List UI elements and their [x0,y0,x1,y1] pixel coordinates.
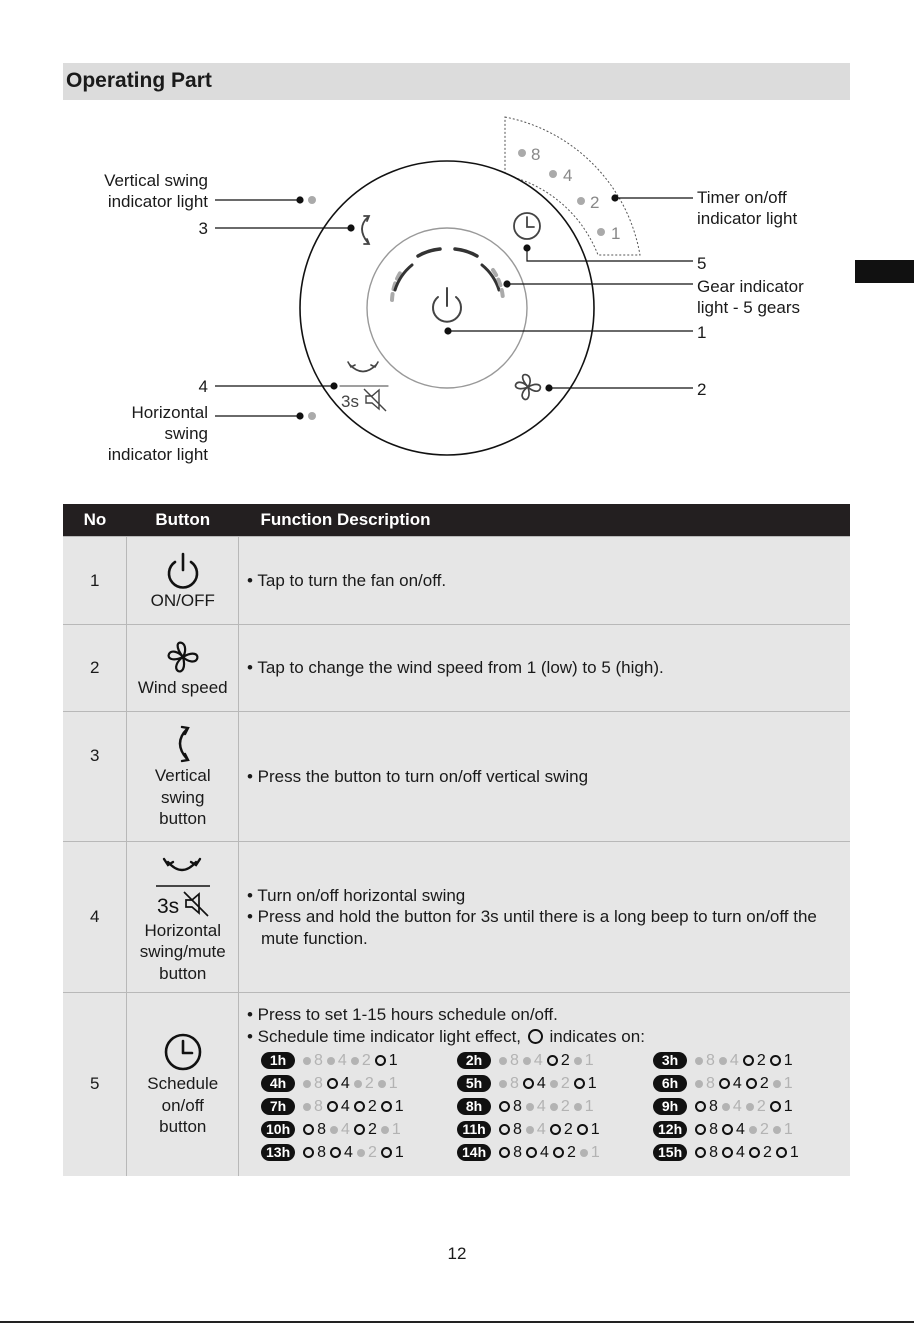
level-indicator-on [722,1119,745,1141]
schedule-item [261,1073,457,1095]
level-indicator-off [722,1096,742,1118]
schedule-item [261,1096,457,1118]
level-value: 8 [709,1121,719,1138]
button-cell [127,537,239,625]
level-indicator-off [523,1050,543,1072]
level-indicator-off [574,1050,594,1072]
header-button: Button [127,504,239,537]
level-indicator-on [330,1142,353,1164]
level-value: 2 [367,1098,377,1115]
schedule-item [457,1050,653,1072]
level-value: 4 [536,1098,546,1115]
ring-on-icon [547,1055,558,1066]
dot-off-icon [303,1080,311,1088]
level-indicator-off [381,1119,401,1141]
dot-off-icon [580,1149,588,1157]
level-value: 4 [540,1144,549,1161]
level-value: 1 [391,1121,401,1138]
hour-badge: 2h [457,1052,491,1069]
vertical-swing-indicator-dot [308,196,316,204]
description-text: indicates on: [549,1026,645,1046]
level-value: 2 [560,1052,570,1069]
level-value: 1 [789,1144,799,1161]
label-num-5: 5 [697,254,707,273]
description-cell [239,993,851,1176]
table-row [63,625,850,712]
hour-badge: 4h [261,1075,295,1092]
level-indicator-on [303,1142,326,1164]
level-indicator-off [330,1119,350,1141]
table-row [63,842,850,993]
dot-off-icon [719,1057,727,1065]
level-value: 8 [317,1121,327,1138]
panel-inner-ring [367,228,527,388]
level-indicator-on [499,1142,522,1164]
level-indicator-on [499,1096,522,1118]
timer-value-2: 2 [590,193,600,212]
hour-badge: 3h [653,1052,687,1069]
description-line: • Press the button to turn on/off vertical swing [247,766,589,786]
level-value: 8 [706,1052,715,1069]
ring-on-icon [695,1147,706,1158]
level-indicator-on [523,1073,546,1095]
level-value: 8 [314,1052,323,1069]
dot-off-icon [550,1080,558,1088]
hour-badge: 5h [457,1075,491,1092]
section-title: Operating Part [66,69,212,92]
level-indicator-off [580,1142,600,1164]
dot-off-icon [526,1103,534,1111]
level-indicator-off [526,1096,546,1118]
level-indicator-off [773,1073,793,1095]
level-value: 2 [367,1121,377,1138]
description-line: • Turn on/off horizontal swing [247,885,466,905]
level-indicator-on [547,1050,570,1072]
timer-value-4: 4 [563,166,573,185]
level-value: 2 [762,1144,772,1161]
level-indicator-on [746,1073,769,1095]
schedule-item [457,1119,653,1141]
timer-value-1: 1 [611,224,621,243]
level-value: 8 [510,1052,519,1069]
level-indicator-off [354,1073,374,1095]
ring-on-icon [577,1124,588,1135]
level-indicator-off [574,1096,594,1118]
dot-off-icon [303,1103,311,1111]
button-label: Horizontal swing/mute button [139,920,226,983]
dot-off-icon [351,1057,359,1065]
description-cell [239,537,851,625]
description-line [247,1026,849,1048]
schedule-item [653,1050,849,1072]
level-value: 8 [709,1098,718,1115]
level-value: 4 [736,1121,745,1138]
level-indicator-off [357,1142,377,1164]
description-line: • Tap to turn the fan on/off. [247,570,447,590]
dot-off-icon [574,1057,582,1065]
level-value: 4 [533,1052,543,1069]
level-indicator-off [499,1050,519,1072]
level-indicator-on [770,1096,793,1118]
ring-on-icon [526,1147,537,1158]
ring-on-icon [722,1124,733,1135]
schedule-item [457,1142,653,1164]
vertical-swing-icon [163,723,203,765]
ring-on-icon [499,1147,510,1158]
dot-off-icon [695,1057,703,1065]
dot-off-icon [695,1080,703,1088]
row-number: 1 [63,537,127,625]
label-num-3: 3 [198,219,208,238]
ring-on-icon [327,1078,338,1089]
level-indicator-off [303,1050,323,1072]
level-indicator-on [770,1050,793,1072]
description-text: • Schedule time indicator light effect, [247,1026,522,1046]
button-cell [127,625,239,712]
level-value: 4 [337,1052,347,1069]
level-indicator-on [719,1073,742,1095]
level-indicator-on [695,1142,718,1164]
level-value: 8 [314,1075,323,1092]
dot-off-icon [378,1080,386,1088]
level-indicator-off [550,1073,570,1095]
level-value: 4 [736,1144,745,1161]
level-value: 1 [590,1121,600,1138]
row-number: 4 [63,842,127,993]
level-value: 1 [394,1098,404,1115]
dot-off-icon [357,1149,365,1157]
level-indicator-on [577,1119,600,1141]
dot-off-icon [499,1057,507,1065]
level-indicator-off [303,1073,323,1095]
level-indicator-on [375,1050,398,1072]
level-value: 2 [756,1052,766,1069]
timer-dot-8 [518,149,526,157]
level-value: 4 [729,1052,739,1069]
level-indicator-off [526,1119,546,1141]
level-indicator-on [354,1119,377,1141]
page-number: 12 [447,1244,467,1263]
level-indicator-on [303,1119,326,1141]
ring-on-icon [303,1147,314,1158]
label-num-2: 2 [697,380,707,399]
level-indicator-off [327,1050,347,1072]
hour-badge: 9h [653,1098,687,1115]
level-indicator-off [550,1096,570,1118]
table-row [63,712,850,842]
table-row [63,993,850,1176]
level-indicator-on [776,1142,799,1164]
level-value: 1 [783,1098,793,1115]
level-indicator-on [553,1142,576,1164]
ring-on-icon [375,1055,386,1066]
level-indicator-off [351,1050,371,1072]
level-value: 2 [563,1121,573,1138]
label-timer-light: Timer on/off indicator light [697,188,798,228]
schedule-row [261,1072,849,1095]
hour-badge: 11h [457,1121,491,1138]
level-indicator-on [749,1142,772,1164]
dot-off-icon [773,1126,781,1134]
schedule-item [261,1119,457,1141]
level-value: 8 [513,1098,522,1115]
level-indicator-on [327,1096,350,1118]
ring-on-icon [770,1101,781,1112]
schedule-item [457,1096,653,1118]
level-value: 8 [314,1098,323,1115]
table-header-row [63,504,850,537]
schedule-item [457,1073,653,1095]
ring-on-icon [354,1101,365,1112]
dot-off-icon [523,1057,531,1065]
level-value: 4 [732,1098,742,1115]
level-value: 8 [510,1075,519,1092]
ring-on-icon [330,1147,341,1158]
button-label: Vertical swing button [154,766,211,829]
timer-dot-1 [597,228,605,236]
function-table [63,504,850,1176]
description-cell [239,712,851,842]
row-number: 5 [63,993,127,1176]
ring-on-icon [303,1124,314,1135]
dot-off-icon [303,1057,311,1065]
level-indicator-on [381,1096,404,1118]
level-value: 4 [341,1121,350,1138]
button-cell [127,712,239,842]
hour-badge: 6h [653,1075,687,1092]
level-indicator-on [354,1096,377,1118]
horizontal-swing-mute-icon [148,850,218,920]
label-horizontal-swing-light: Horizontal swing indicator light [107,403,208,464]
ring-on-icon [327,1101,338,1112]
section-header-bar [63,63,850,100]
timer-value-8: 8 [531,145,541,164]
ring-on-icon [381,1101,392,1112]
header-no: No [63,504,127,537]
dot-off-icon [722,1103,730,1111]
level-value: 2 [364,1075,374,1092]
ring-on-icon [695,1101,706,1112]
ring-on-icon [550,1124,561,1135]
schedule-row [261,1118,849,1141]
level-indicator-off [746,1096,766,1118]
button-label: Wind speed [137,678,228,698]
level-indicator-on [327,1073,350,1095]
ring-on-icon [381,1147,392,1158]
ring-on-icon [574,1078,585,1089]
dot-off-icon [746,1103,754,1111]
dot-off-icon [381,1126,389,1134]
description-cell [239,625,851,712]
ring-on-icon [743,1055,754,1066]
level-value: 4 [340,1075,350,1092]
mute-hold-label: 3s [156,894,179,918]
mute-hold-label: 3s [341,392,359,411]
hour-badge: 14h [457,1144,491,1161]
schedule-item [261,1050,457,1072]
horizontal-swing-indicator-dot [308,412,316,420]
row-number: 2 [63,625,127,712]
level-indicator-on [550,1119,573,1141]
header-description: Function Description [239,504,851,537]
level-value: 8 [513,1144,523,1161]
label-gear-light: Gear indicator light - 5 gears [697,277,804,317]
clock-icon [162,1031,204,1073]
level-value: 1 [783,1121,793,1138]
schedule-item [653,1073,849,1095]
hour-badge: 10h [261,1121,295,1138]
label-num-4: 4 [198,377,208,396]
dot-off-icon [330,1126,338,1134]
ring-on-icon [499,1124,510,1135]
ring-on-icon [722,1147,733,1158]
footer-line [0,1321,914,1323]
level-value: 2 [759,1121,769,1138]
schedule-row [261,1095,849,1118]
level-indicator-on [499,1119,522,1141]
level-value: 1 [587,1075,597,1092]
dot-off-icon [526,1126,534,1134]
description-line: • Tap to change the wind speed from 1 (low) to 5 (high). [247,658,664,678]
description-cell [239,842,851,993]
level-value: 2 [367,1144,377,1161]
hour-badge: 15h [653,1144,687,1161]
level-indicator-off [695,1073,715,1095]
timer-dot-4 [549,170,557,178]
level-value: 4 [536,1121,546,1138]
schedule-item [261,1142,457,1164]
level-value: 2 [560,1098,570,1115]
button-cell [127,842,239,993]
level-value: 4 [340,1098,350,1115]
button-label: Schedule on/off button [147,1074,219,1136]
level-indicator-on [526,1142,549,1164]
ring-on-icon [749,1147,760,1158]
description-line: • Press to set 1-15 hours schedule on/off. [247,1005,558,1025]
dot-off-icon [354,1080,362,1088]
level-indicator-on [722,1142,745,1164]
level-value: 4 [536,1075,546,1092]
ring-on-icon [553,1147,564,1158]
ring-on-icon [499,1101,510,1112]
dot-off-icon [327,1057,335,1065]
hour-badge: 13h [261,1144,295,1161]
level-value: 1 [388,1052,398,1069]
level-indicator-off [773,1119,793,1141]
level-value: 2 [361,1052,371,1069]
row-number: 3 [63,712,127,842]
label-vertical-swing-light: Vertical swing indicator light [104,171,208,211]
level-value: 8 [513,1121,522,1138]
schedule-row [261,1049,849,1072]
label-num-1: 1 [697,323,707,342]
level-indicator-off [695,1050,715,1072]
level-indicator-off [378,1073,398,1095]
level-indicator-on [381,1142,404,1164]
dot-off-icon [499,1080,507,1088]
ring-on-icon [528,1029,543,1044]
schedule-grid [261,1049,849,1164]
level-value: 2 [756,1098,766,1115]
ring-on-icon [695,1124,706,1135]
hour-badge: 7h [261,1098,295,1115]
hour-badge: 12h [653,1121,687,1138]
level-value: 4 [732,1075,742,1092]
description-line: • Press and hold the button for 3s until there is a long beep to turn on/off the mute function. [247,907,817,948]
level-indicator-off [303,1096,323,1118]
table-row [63,537,850,625]
button-label: ON/OFF [150,590,215,610]
level-value: 2 [759,1075,769,1092]
dot-off-icon [574,1103,582,1111]
button-cell [127,993,239,1176]
level-value: 8 [709,1144,719,1161]
hour-badge: 1h [261,1052,295,1069]
level-value: 1 [388,1075,398,1092]
dot-off-icon [749,1126,757,1134]
fan-icon [163,637,203,677]
level-value: 1 [783,1075,793,1092]
level-value: 1 [394,1144,404,1161]
level-value: 1 [584,1098,594,1115]
level-value: 8 [706,1075,715,1092]
level-indicator-off [719,1050,739,1072]
level-indicator-on [743,1050,766,1072]
level-value: 1 [584,1052,594,1069]
level-indicator-on [695,1119,718,1141]
ring-on-icon [770,1055,781,1066]
level-indicator-off [749,1119,769,1141]
schedule-item [653,1142,849,1164]
timer-dot-2 [577,197,585,205]
hour-badge: 8h [457,1098,491,1115]
level-value: 1 [783,1052,793,1069]
level-indicator-on [574,1073,597,1095]
level-value: 2 [566,1144,576,1161]
dot-off-icon [550,1103,558,1111]
level-value: 2 [560,1075,570,1092]
level-value: 1 [590,1144,600,1161]
ring-on-icon [523,1078,534,1089]
level-value: 8 [317,1144,327,1161]
dot-off-icon [773,1080,781,1088]
ring-on-icon [776,1147,787,1158]
schedule-item [653,1096,849,1118]
schedule-item [653,1119,849,1141]
level-value: 4 [344,1144,353,1161]
schedule-row [261,1141,849,1164]
power-icon [163,550,203,590]
level-indicator-off [499,1073,519,1095]
ring-on-icon [354,1124,365,1135]
ring-on-icon [746,1078,757,1089]
ring-on-icon [719,1078,730,1089]
level-indicator-on [695,1096,718,1118]
control-panel-diagram [0,100,914,500]
